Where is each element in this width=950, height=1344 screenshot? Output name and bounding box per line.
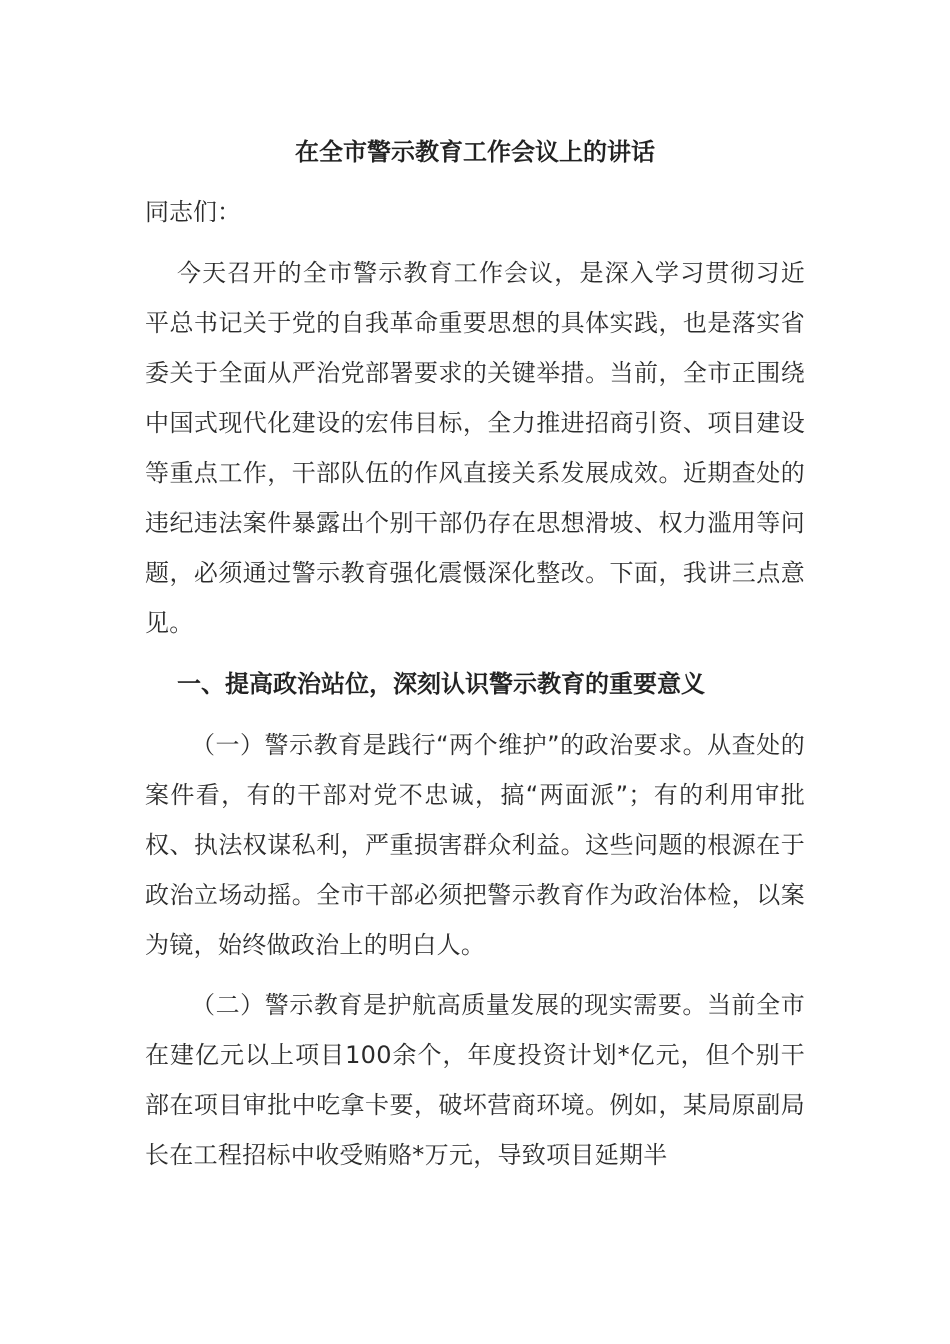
paragraph-point-1: （一）警示教育是践行“两个维护”的政治要求。从查处的案件看，有的干部对党不忠诚，搞“两面派”；有的利用审批权、执法权谋私利，严重损害群众利益。这些问题的根源在于政治立场动摇。全市干部必须把警示教育作为政治体检，以案为镜，始终做政治上的明白人。: [145, 731, 805, 959]
paragraph-intro: 今天召开的全市警示教育工作会议，是深入学习贯彻习近平总书记关于党的自我革命重要思想的具体实践，也是落实省委关于全面从严治党部署要求的关键举措。当前，全市正围绕中国式现代化建设的宏伟目标，全力推进招商引资、项目建设等重点工作，干部队伍的作风直接关系发展成效。近期查处的违纪违法案件暴露出个别干部仍存在思想滑坡、权力滥用等问题，必须通过警示教育强化震慑深化整改。下面，我讲三点意见。: [145, 259, 805, 637]
salutation: 同志们：: [145, 198, 241, 226]
document-title: 在全市警示教育工作会议上的讲话: [295, 138, 655, 166]
paragraph-point-2: （二）警示教育是护航高质量发展的现实需要。当前全市在建亿元以上项目100余个，年度投资计划*亿元，但个别干部在项目审批中吃拿卡要，破坏营商环境。例如，某局原副局长在工程招标中收受贿赂*万元，导致项目延期半: [145, 991, 805, 1169]
section-heading-1: 一、提高政治站位，深刻认识警示教育的重要意义: [177, 670, 705, 698]
